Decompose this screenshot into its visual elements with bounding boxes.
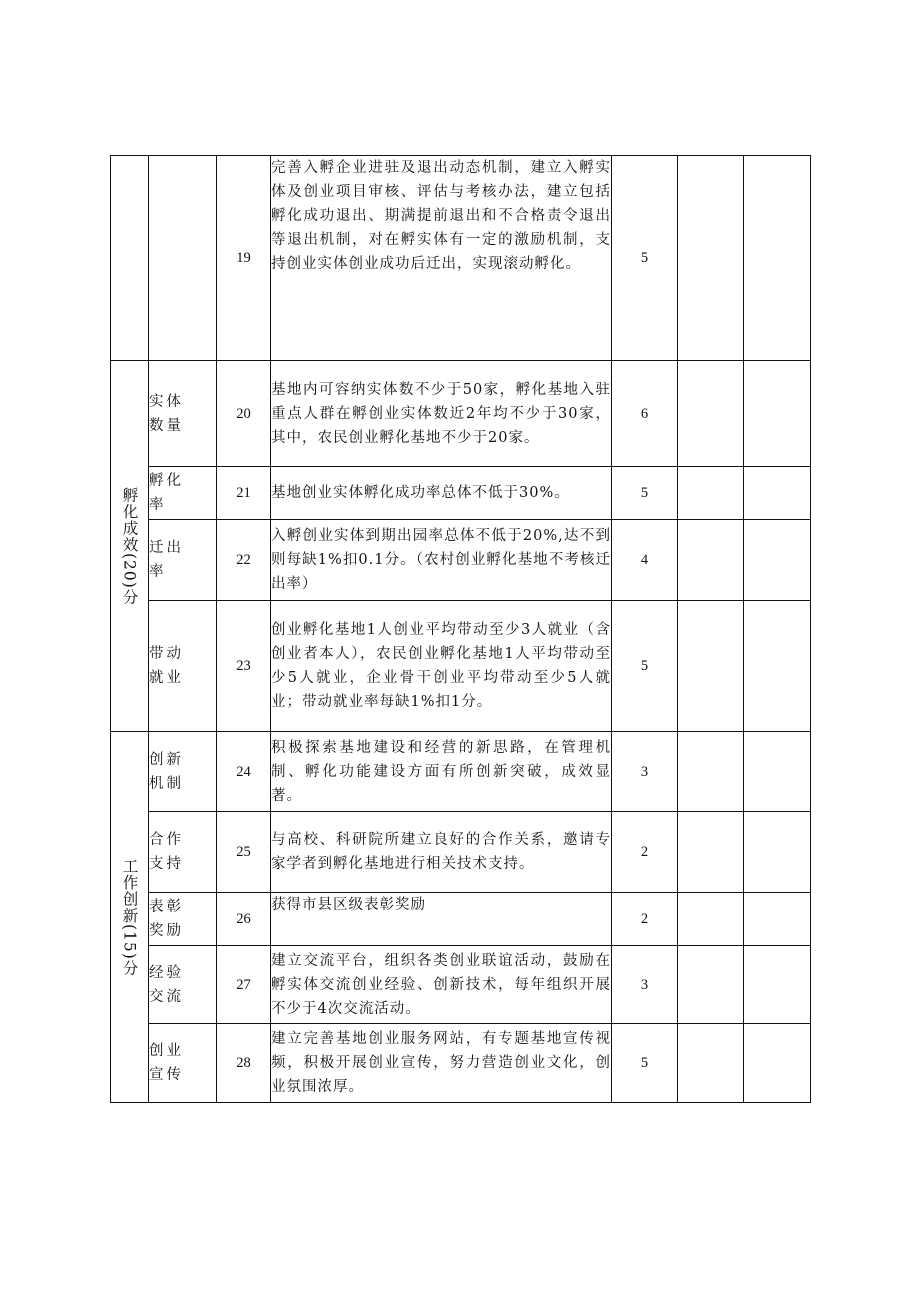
score-value: 2: [612, 812, 678, 893]
item-number: 19: [217, 156, 271, 361]
review-score-cell: [744, 520, 811, 601]
self-score-cell: [678, 946, 744, 1024]
review-score-cell: [744, 601, 811, 732]
score-value: 6: [612, 361, 678, 467]
item-number: 26: [217, 893, 271, 946]
self-score-cell: [678, 467, 744, 520]
item-cell: [149, 1024, 217, 1103]
item-cell: [149, 732, 217, 812]
item-label: 经验交流: [149, 964, 184, 1005]
score-value: 5: [612, 467, 678, 520]
score-value: 3: [612, 732, 678, 812]
table-row: [111, 1024, 811, 1103]
item-number: 25: [217, 812, 271, 893]
score-value: 5: [612, 1024, 678, 1103]
self-score-cell: [678, 812, 744, 893]
self-score-cell: [678, 1024, 744, 1103]
self-score-cell: [678, 361, 744, 467]
item-label: 创新机制: [149, 751, 184, 792]
criteria-text: 入孵创业实体到期出园率总体不低于20%,达不到则每缺1%扣0.1分。（农村创业孵化基地不考核迁出率）: [271, 520, 612, 601]
criteria-text: 基地创业实体孵化成功率总体不低于30%。: [271, 467, 612, 520]
table-row: [111, 361, 811, 467]
item-label: 实体数量: [149, 393, 184, 434]
item-number: 20: [217, 361, 271, 467]
self-score-cell: [678, 893, 744, 946]
score-value: 3: [612, 946, 678, 1024]
score-value: 5: [612, 601, 678, 732]
score-value: 4: [612, 520, 678, 601]
item-cell: [149, 893, 217, 946]
review-score-cell: [744, 946, 811, 1024]
item-number: 22: [217, 520, 271, 601]
criteria-text: 获得市县区级表彰奖励: [271, 893, 612, 946]
review-score-cell: [744, 361, 811, 467]
item-cell: [149, 467, 217, 520]
table-row: [111, 946, 811, 1024]
score-value: 2: [612, 893, 678, 946]
category-label: 孵化成效(20)分: [120, 486, 139, 606]
self-score-cell: [678, 156, 744, 361]
criteria-text: 积极探索基地建设和经营的新思路，在管理机制、孵化功能建设方面有所创新突破，成效显著。: [271, 732, 612, 812]
item-cell: [149, 946, 217, 1024]
evaluation-table: [110, 155, 811, 1103]
criteria-text: 建立完善基地创业服务网站，有专题基地宣传视频，积极开展创业宣传，努力营造创业文化，创业氛围浓厚。: [271, 1024, 612, 1103]
category-cell: [111, 361, 149, 732]
score-value: 5: [612, 156, 678, 361]
criteria-text: 创业孵化基地1人创业平均带动至少3人就业（含创业者本人），农民创业孵化基地1人平均带动至少5人就业，企业骨干创业平均带动至少5人就业；带动就业率每缺1%扣1分。: [271, 601, 612, 732]
criteria-text: 基地内可容纳实体数不少于50家，孵化基地入驻重点人群在孵创业实体数近2年均不少于30家，其中，农民创业孵化基地不少于20家。: [271, 361, 612, 467]
review-score-cell: [744, 732, 811, 812]
item-cell: [149, 361, 217, 467]
table-row: [111, 601, 811, 732]
item-label: 带动就业: [149, 646, 184, 686]
self-score-cell: [678, 601, 744, 732]
table-row: [111, 812, 811, 893]
category-cell: [111, 732, 149, 1103]
review-score-cell: [744, 156, 811, 361]
item-number: 24: [217, 732, 271, 812]
item-cell: [149, 812, 217, 893]
review-score-cell: [744, 893, 811, 946]
category-label: 工作创新(15)分: [120, 857, 139, 977]
review-score-cell: [744, 1024, 811, 1103]
item-label: 表彰奖励: [149, 899, 184, 939]
criteria-text: 完善入孵企业进驻及退出动态机制，建立入孵实体及创业项目审核、评估与考核办法，建立包括孵化成功退出、期满提前退出和不合格责令退出等退出机制，对在孵实体有一定的激励机制，支持创业实体创业成功后迁出，实现滚动孵化。: [271, 156, 612, 361]
item-cell: [149, 601, 217, 732]
item-cell: [149, 156, 217, 361]
table-row: [111, 156, 811, 361]
table-row: [111, 467, 811, 520]
item-number: 21: [217, 467, 271, 520]
item-cell: [149, 520, 217, 601]
criteria-text: 与高校、科研院所建立良好的合作关系，邀请专家学者到孵化基地进行相关技术支持。: [271, 812, 612, 893]
review-score-cell: [744, 467, 811, 520]
item-label: 迁出率: [149, 540, 184, 580]
self-score-cell: [678, 520, 744, 601]
item-label: 创业宣传: [149, 1043, 184, 1083]
table-row: [111, 893, 811, 946]
review-score-cell: [744, 812, 811, 893]
self-score-cell: [678, 732, 744, 812]
table-row: [111, 732, 811, 812]
item-label: 合作支持: [149, 832, 184, 872]
item-number: 23: [217, 601, 271, 732]
table-row: [111, 520, 811, 601]
criteria-text: 建立交流平台，组织各类创业联谊活动，鼓励在孵实体交流创业经验、创新技术，每年组织开展不少于4次交流活动。: [271, 946, 612, 1024]
category-cell: [111, 156, 149, 361]
item-number: 27: [217, 946, 271, 1024]
item-number: 28: [217, 1024, 271, 1103]
item-label: 孵化率: [149, 473, 184, 513]
